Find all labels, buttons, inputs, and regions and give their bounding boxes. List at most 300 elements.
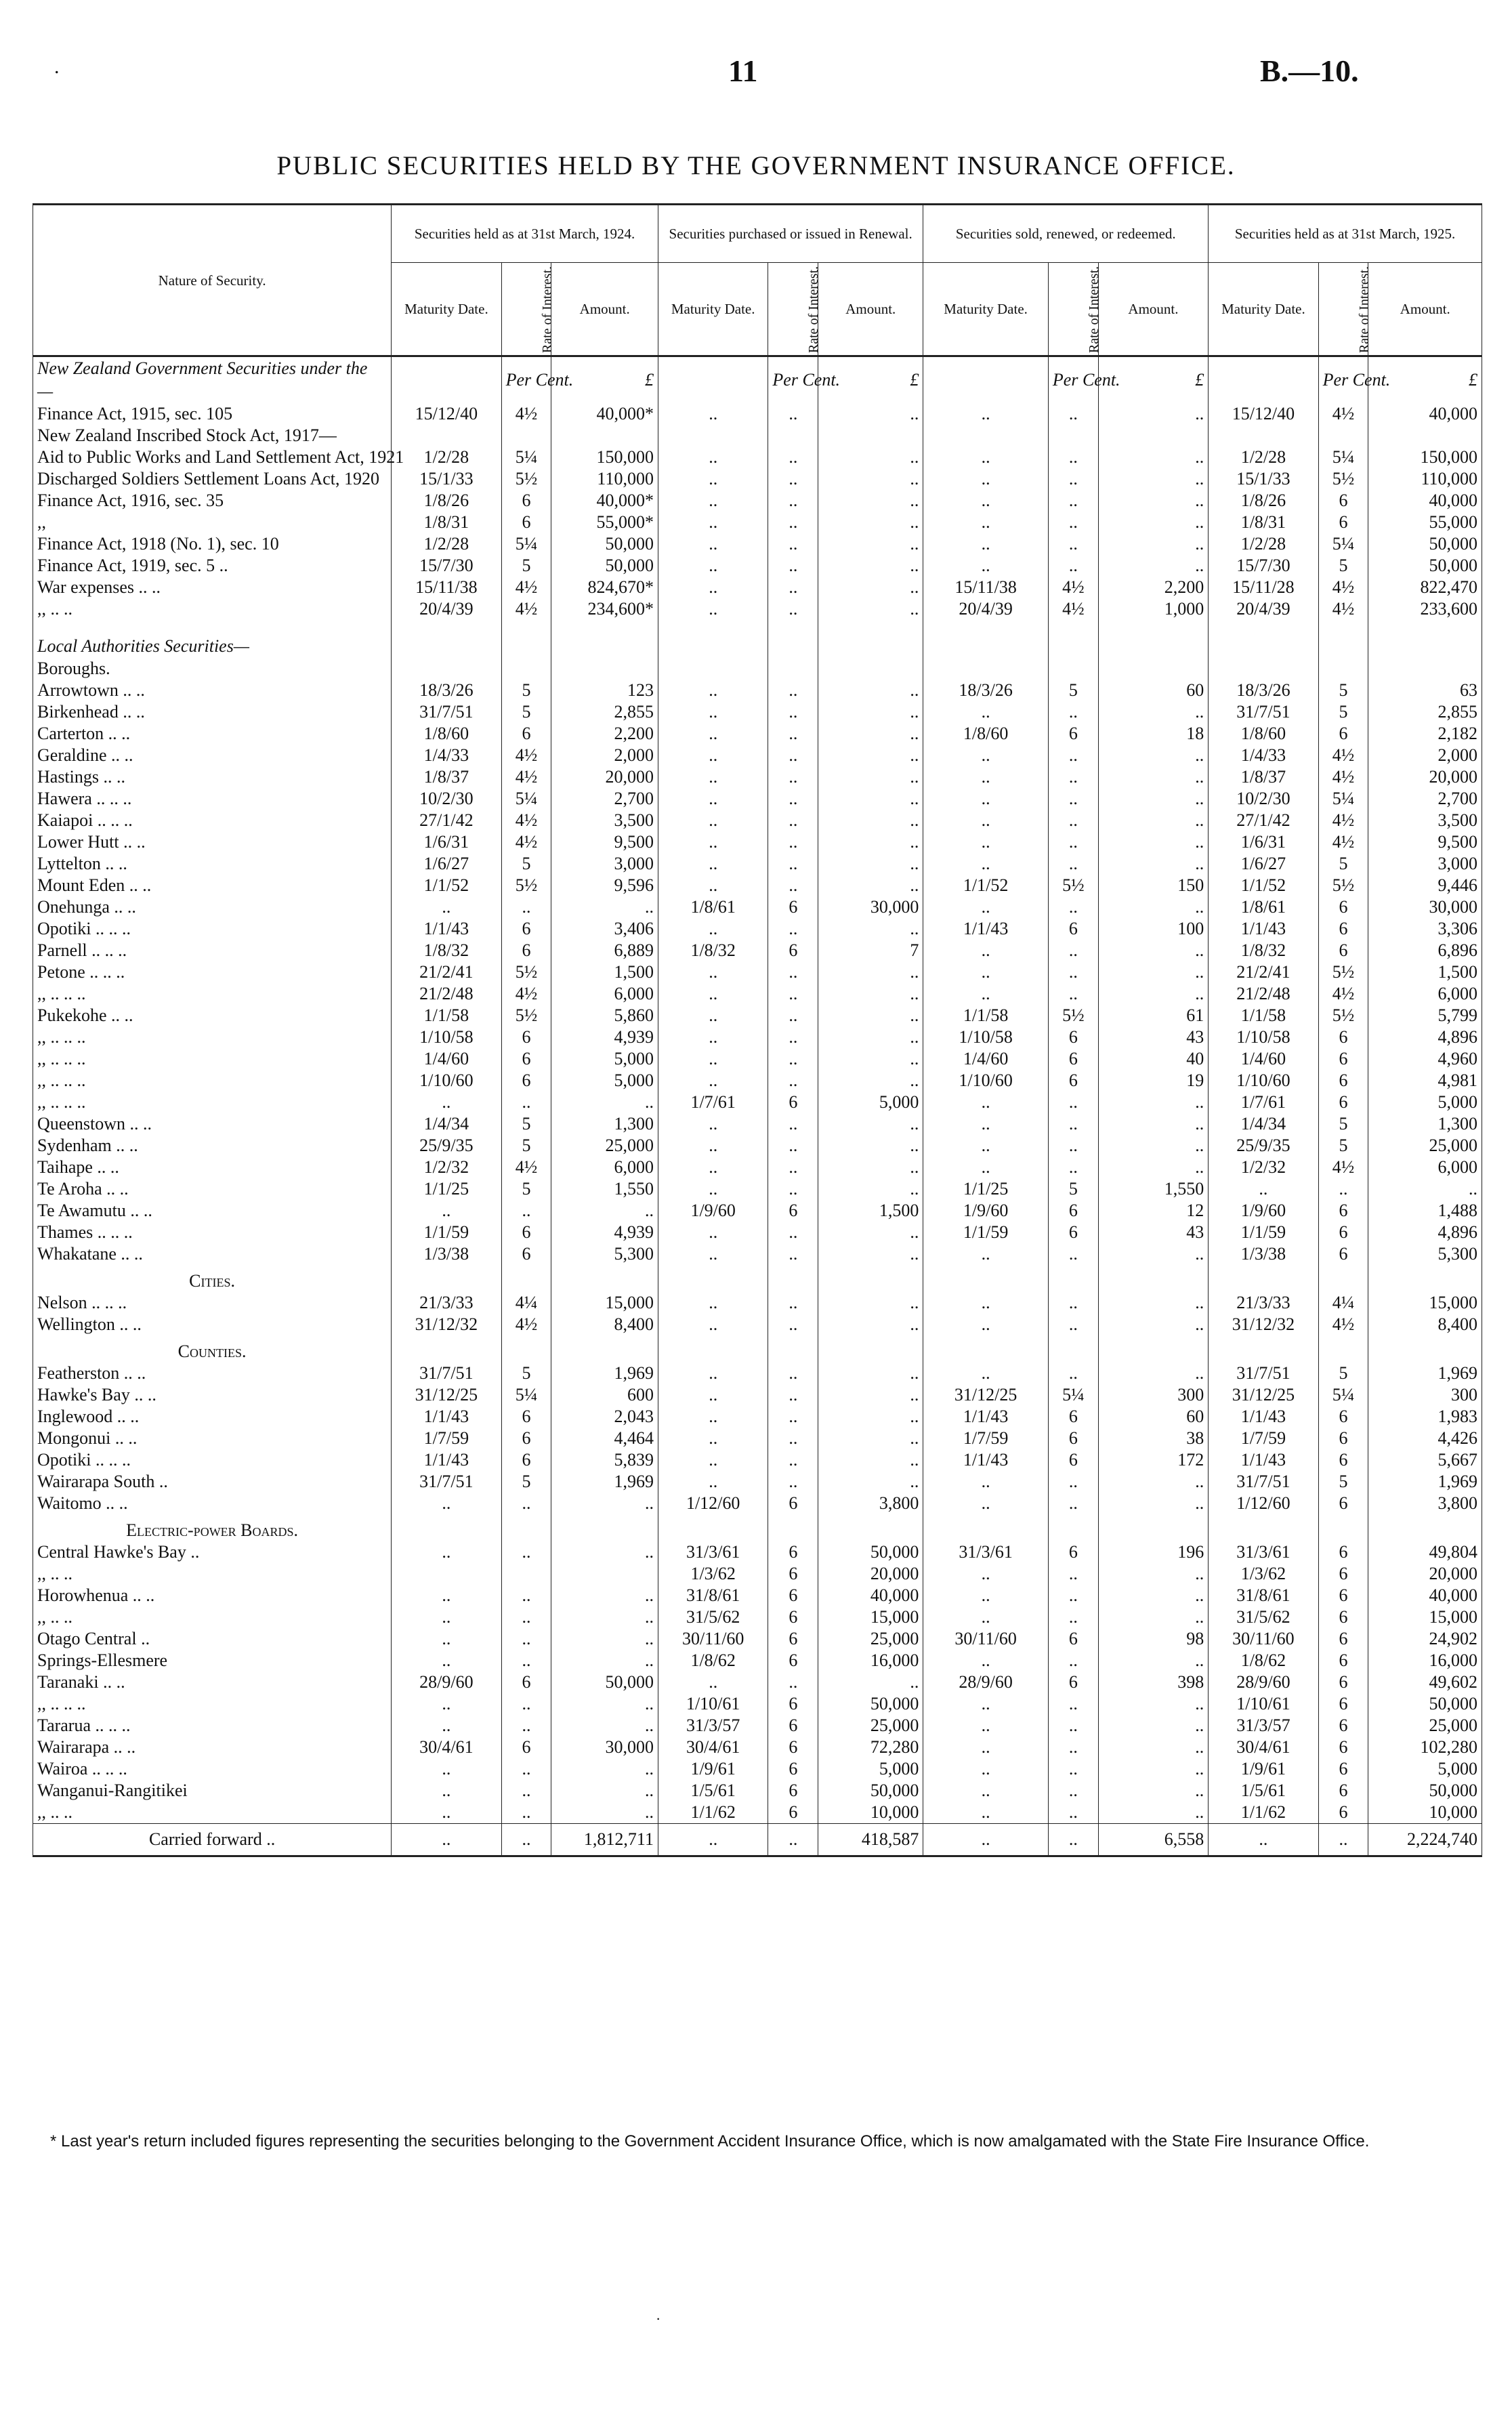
rate-cell: .. — [1048, 1802, 1098, 1824]
security-name: Geraldine .. .. — [33, 745, 392, 766]
amount-cell: 40,000 — [818, 1585, 923, 1606]
rate-cell: 6 — [501, 490, 551, 512]
maturity-date-cell: 1/12/60 — [658, 1493, 768, 1514]
table-row — [33, 766, 1482, 788]
maturity-date-cell: 1/8/32 — [1209, 940, 1318, 961]
security-name: Wanganui-Rangitikei — [33, 1780, 392, 1802]
rate-cell: .. — [768, 598, 818, 620]
amount-cell: 40 — [1098, 1048, 1208, 1070]
rate-cell: .. — [1048, 1563, 1098, 1585]
maturity-date-cell: 15/11/38 — [392, 577, 501, 598]
rate-cell: 6 — [1318, 1070, 1368, 1091]
empty-cell — [1048, 1514, 1098, 1541]
amount-cell: .. — [818, 577, 923, 598]
maturity-date-cell: .. — [923, 1606, 1049, 1628]
maturity-date-cell: 21/2/41 — [392, 961, 501, 983]
empty-cell — [818, 1335, 923, 1363]
section-heading-row — [33, 1265, 1482, 1292]
amount-cell: .. — [818, 1026, 923, 1048]
rate-cell: 6 — [768, 1606, 818, 1628]
rate-cell: .. — [768, 1292, 818, 1314]
rate-cell: .. — [768, 1113, 818, 1135]
empty-cell — [923, 1514, 1049, 1541]
rate-cell: 5 — [1318, 1363, 1368, 1384]
rate-cell: .. — [501, 1802, 551, 1824]
amount-cell: 6,558 — [1098, 1824, 1208, 1856]
rate-cell: 4½ — [501, 983, 551, 1005]
amount-cell: 3,500 — [1368, 810, 1482, 831]
empty-cell — [1098, 620, 1208, 635]
amount-cell: .. — [818, 1113, 923, 1135]
maturity-date-cell: .. — [923, 853, 1049, 875]
amount-cell: 1,969 — [1368, 1471, 1482, 1493]
rate-cell: 5¼ — [1048, 1384, 1098, 1406]
paper-reference: B.—10. — [1260, 54, 1359, 88]
security-name: ,, .. .. .. — [33, 1070, 392, 1091]
rate-cell: 5 — [1318, 680, 1368, 701]
empty-cell — [1318, 1335, 1368, 1363]
maturity-date-cell: 1/2/28 — [392, 533, 501, 555]
amount-cell: 5,000 — [1368, 1758, 1482, 1780]
maturity-date-cell: .. — [1209, 1178, 1318, 1200]
amount-cell: .. — [818, 831, 923, 853]
empty-cell — [768, 620, 818, 635]
maturity-date-cell: 31/12/32 — [1209, 1314, 1318, 1335]
rate-cell: 5 — [501, 1135, 551, 1157]
rate-cell: .. — [768, 918, 818, 940]
security-name: Wairarapa South .. — [33, 1471, 392, 1493]
table-row — [33, 446, 1482, 468]
amount-cell: .. — [551, 1200, 658, 1222]
maturity-date-cell: .. — [923, 1314, 1049, 1335]
security-name: Thames .. .. .. — [33, 1222, 392, 1243]
maturity-date-cell: .. — [923, 1737, 1049, 1758]
rate-cell: .. — [1048, 1737, 1098, 1758]
rate-cell: .. — [1048, 1585, 1098, 1606]
rate-cell: 6 — [1318, 1780, 1368, 1802]
maturity-date-cell: .. — [923, 446, 1049, 468]
rate-cell: 6 — [1318, 1606, 1368, 1628]
amount-cell: 3,800 — [818, 1493, 923, 1514]
maturity-date-cell — [1209, 658, 1318, 680]
amount-cell: 1,300 — [551, 1113, 658, 1135]
rate-cell: 6 — [1048, 1671, 1098, 1693]
table-body — [33, 356, 1482, 1856]
rate-cell: .. — [501, 1824, 551, 1856]
empty-cell — [1209, 1514, 1318, 1541]
rate-cell: 6 — [1318, 1091, 1368, 1113]
rate-cell: .. — [768, 490, 818, 512]
maturity-date-cell: 1/5/61 — [1209, 1780, 1318, 1802]
maturity-date-cell: 1/1/43 — [1209, 1449, 1318, 1471]
table-row — [33, 490, 1482, 512]
amount-cell: 2,700 — [551, 788, 658, 810]
rate-cell — [501, 658, 551, 680]
amount-cell: .. — [818, 1428, 923, 1449]
rate-cell: .. — [1048, 810, 1098, 831]
amount-cell: 25,000 — [818, 1715, 923, 1737]
rate-cell: 6 — [501, 1048, 551, 1070]
maturity-date-cell: 1/7/59 — [392, 1428, 501, 1449]
maturity-date-cell: .. — [658, 1178, 768, 1200]
rate-cell: 6 — [1318, 1693, 1368, 1715]
rate-cell: 5½ — [1048, 1005, 1098, 1026]
rate-cell: .. — [1048, 1314, 1098, 1335]
maturity-date-cell: 1/3/38 — [1209, 1243, 1318, 1265]
rate-cell: 6 — [1048, 1222, 1098, 1243]
maturity-date-cell: .. — [923, 1292, 1049, 1314]
security-name: Finance Act, 1915, sec. 105 — [33, 403, 392, 425]
rate-cell: 6 — [1318, 1585, 1368, 1606]
maturity-date-cell: .. — [658, 446, 768, 468]
table-row — [33, 1091, 1482, 1113]
maturity-date-cell — [658, 635, 768, 658]
amount-cell: 12 — [1098, 1200, 1208, 1222]
maturity-date-cell — [392, 658, 501, 680]
amount-cell: 8,400 — [1368, 1314, 1482, 1335]
table-row — [33, 1384, 1482, 1406]
rate-cell: 5 — [501, 701, 551, 723]
maturity-date-cell: .. — [392, 1824, 501, 1856]
carried-forward-row — [33, 1824, 1482, 1856]
rate-cell: .. — [501, 1541, 551, 1563]
table-row — [33, 1780, 1482, 1802]
maturity-date-cell — [392, 356, 501, 404]
maturity-date-cell: 15/7/30 — [1209, 555, 1318, 577]
security-name: Mongonui .. .. — [33, 1428, 392, 1449]
amount-cell: 43 — [1098, 1026, 1208, 1048]
amount-cell — [551, 425, 658, 446]
rate-cell: .. — [1048, 1113, 1098, 1135]
amount-cell — [818, 425, 923, 446]
rate-cell: .. — [768, 1222, 818, 1243]
rate-cell: 6 — [1318, 1671, 1368, 1693]
maturity-date-cell: .. — [923, 1650, 1049, 1671]
table-row — [33, 745, 1482, 766]
security-name: ,, .. .. — [33, 598, 392, 620]
maturity-date-cell — [1209, 356, 1318, 404]
maturity-date-cell: 30/4/61 — [1209, 1737, 1318, 1758]
rate-cell: .. — [1048, 896, 1098, 918]
empty-cell — [1368, 620, 1482, 635]
table-row — [33, 875, 1482, 896]
amount-cell — [1098, 635, 1208, 658]
table-row — [33, 1135, 1482, 1157]
amount-cell: 40,000 — [1368, 490, 1482, 512]
rate-cell — [501, 1563, 551, 1585]
rate-cell: .. — [1048, 1493, 1098, 1514]
amount-cell: .. — [818, 446, 923, 468]
maturity-date-cell: 1/10/60 — [1209, 1070, 1318, 1091]
rate-cell: 6 — [768, 1628, 818, 1650]
empty-cell — [501, 1335, 551, 1363]
maturity-date-cell: .. — [392, 1650, 501, 1671]
maturity-date-cell: .. — [923, 810, 1049, 831]
maturity-date-cell: 1/4/33 — [1209, 745, 1318, 766]
rate-cell: 4½ — [1318, 766, 1368, 788]
maturity-date-cell: 1/1/25 — [392, 1178, 501, 1200]
rate-cell: 5 — [1318, 555, 1368, 577]
amount-cell: .. — [818, 961, 923, 983]
security-name: Queenstown .. .. — [33, 1113, 392, 1135]
maturity-date-cell: .. — [923, 983, 1049, 1005]
maturity-date-cell: 1/2/28 — [392, 446, 501, 468]
rate-cell: .. — [768, 1449, 818, 1471]
maturity-date-cell: 15/11/38 — [923, 577, 1049, 598]
amount-cell: .. — [1098, 1737, 1208, 1758]
amount-cell: 19 — [1098, 1070, 1208, 1091]
table-row — [33, 1048, 1482, 1070]
security-name: Finance Act, 1918 (No. 1), sec. 10 — [33, 533, 392, 555]
rate-cell: 4½ — [1318, 810, 1368, 831]
group-heading: New Zealand Government Securities under the — — [33, 356, 392, 404]
maturity-date-cell: .. — [923, 788, 1049, 810]
table-row — [33, 1222, 1482, 1243]
amount-cell: 5,799 — [1368, 1005, 1482, 1026]
security-name: Taranaki .. .. — [33, 1671, 392, 1693]
security-name: Horowhenua .. .. — [33, 1585, 392, 1606]
amount-header: Amount. — [551, 263, 658, 356]
amount-cell: 102,280 — [1368, 1737, 1482, 1758]
amount-cell: 1,500 — [818, 1200, 923, 1222]
rate-cell: 5½ — [1318, 961, 1368, 983]
rate-cell: .. — [768, 723, 818, 745]
rate-cell: .. — [768, 745, 818, 766]
rate-cell: 6 — [1048, 1070, 1098, 1091]
maturity-date-cell: .. — [658, 1222, 768, 1243]
rate-cell: 6 — [768, 1493, 818, 1514]
amount-cell: 5,300 — [551, 1243, 658, 1265]
rate-cell — [768, 425, 818, 446]
security-name: Waitomo .. .. — [33, 1493, 392, 1514]
empty-cell — [1048, 1265, 1098, 1292]
maturity-date-cell — [923, 658, 1049, 680]
amount-cell: 5,000 — [551, 1048, 658, 1070]
amount-cell: .. — [818, 1363, 923, 1384]
amount-cell: 3,500 — [551, 810, 658, 831]
amount-cell: .. — [551, 1541, 658, 1563]
empty-cell — [818, 1514, 923, 1541]
maturity-date-cell: 1/1/59 — [1209, 1222, 1318, 1243]
amount-cell: 824,670* — [551, 577, 658, 598]
rate-cell — [1048, 658, 1098, 680]
empty-cell — [1368, 1514, 1482, 1541]
rate-cell: 5 — [1318, 701, 1368, 723]
maturity-date-cell: 31/7/51 — [1209, 1471, 1318, 1493]
empty-cell — [1318, 620, 1368, 635]
maturity-date-cell: 1/2/32 — [1209, 1157, 1318, 1178]
amount-cell: 43 — [1098, 1222, 1208, 1243]
table-row — [33, 1005, 1482, 1026]
maturity-date-cell: .. — [392, 1802, 501, 1824]
rate-cell: 6 — [1048, 1541, 1098, 1563]
maturity-date-cell: 1/8/32 — [658, 940, 768, 961]
rate-cell: 5 — [501, 1471, 551, 1493]
maturity-date-cell: .. — [658, 918, 768, 940]
rate-cell: .. — [501, 1650, 551, 1671]
maturity-date-cell: 15/12/40 — [392, 403, 501, 425]
amount-cell: 40,000 — [1368, 403, 1482, 425]
maturity-date-cell: 28/9/60 — [392, 1671, 501, 1693]
amount-cell: .. — [1098, 490, 1208, 512]
amount-cell: .. — [1098, 1314, 1208, 1335]
page-number: 11 — [728, 54, 758, 88]
security-name: Central Hawke's Bay .. — [33, 1541, 392, 1563]
empty-cell — [551, 620, 658, 635]
rate-cell: .. — [1048, 983, 1098, 1005]
maturity-date-cell: 1/6/31 — [1209, 831, 1318, 853]
rate-cell: 4½ — [1318, 1157, 1368, 1178]
empty-cell — [551, 1265, 658, 1292]
rate-cell: 6 — [1318, 512, 1368, 533]
amount-cell: .. — [1098, 1693, 1208, 1715]
rate-cell: 4½ — [1048, 577, 1098, 598]
empty-cell — [1048, 620, 1098, 635]
maturity-date-cell: 25/9/35 — [392, 1135, 501, 1157]
rate-cell: 4½ — [501, 598, 551, 620]
rate-cell: .. — [1048, 1824, 1098, 1856]
maturity-date-cell: 31/7/51 — [392, 1471, 501, 1493]
rate-cell: 4½ — [1048, 598, 1098, 620]
maturity-date-cell: 31/3/61 — [658, 1541, 768, 1563]
amount-cell: .. — [551, 896, 658, 918]
security-name: Petone .. .. .. — [33, 961, 392, 983]
amount-cell: 5,000 — [551, 1070, 658, 1091]
rate-cell: 6 — [501, 1243, 551, 1265]
rate-cell: .. — [768, 853, 818, 875]
amount-cell: 30,000 — [551, 1737, 658, 1758]
rate-of-interest-label: Rate of Interest. — [539, 266, 555, 353]
rate-cell: 6 — [1048, 1428, 1098, 1449]
amount-cell: 2,700 — [1368, 788, 1482, 810]
maturity-date-cell: 31/5/62 — [1209, 1606, 1318, 1628]
maturity-date-cell: .. — [923, 1824, 1049, 1856]
table-row — [33, 512, 1482, 533]
rate-cell: 6 — [1318, 1200, 1368, 1222]
amount-cell: 55,000 — [1368, 512, 1482, 533]
rate-cell: .. — [768, 403, 818, 425]
amount-cell — [818, 658, 923, 680]
rate-cell — [501, 635, 551, 658]
security-name: Wellington .. .. — [33, 1314, 392, 1335]
maturity-date-cell: .. — [658, 1314, 768, 1335]
maturity-date-cell: .. — [923, 1363, 1049, 1384]
rate-cell: 6 — [1318, 1493, 1368, 1514]
amount-cell: 98 — [1098, 1628, 1208, 1650]
amount-cell: 4,939 — [551, 1222, 658, 1243]
amount-cell: 61 — [1098, 1005, 1208, 1026]
amount-cell: 1,488 — [1368, 1200, 1482, 1222]
maturity-date-cell: 1/8/62 — [1209, 1650, 1318, 1671]
maturity-date-cell: .. — [658, 1113, 768, 1135]
maturity-date-cell: .. — [658, 983, 768, 1005]
security-name: Finance Act, 1916, sec. 35 — [33, 490, 392, 512]
rate-cell: 6 — [1318, 1758, 1368, 1780]
empty-cell — [1098, 1514, 1208, 1541]
amount-cell: .. — [551, 1585, 658, 1606]
amount-cell: 50,000 — [1368, 533, 1482, 555]
amount-cell: 3,306 — [1368, 918, 1482, 940]
amount-cell: 5,300 — [1368, 1243, 1482, 1265]
amount-cell: .. — [551, 1606, 658, 1628]
rate-cell: .. — [768, 766, 818, 788]
security-name: ,, .. .. — [33, 1802, 392, 1824]
maturity-date-cell: .. — [658, 1292, 768, 1314]
table-row — [33, 1178, 1482, 1200]
table-row — [33, 810, 1482, 831]
rate-cell: 6 — [1318, 896, 1368, 918]
amount-cell: 20,000 — [551, 766, 658, 788]
rate-cell: 5½ — [501, 468, 551, 490]
rate-cell: 6 — [1048, 1048, 1098, 1070]
table-row — [33, 983, 1482, 1005]
amount-cell: .. — [1098, 1292, 1208, 1314]
empty-cell — [768, 1514, 818, 1541]
maturity-date-cell — [1209, 425, 1318, 446]
rate-cell: 6 — [1318, 1449, 1368, 1471]
rate-cell: .. — [501, 1780, 551, 1802]
security-name: ,, .. .. — [33, 1563, 392, 1585]
maturity-date-cell: 28/9/60 — [1209, 1671, 1318, 1693]
rate-cell: .. — [1048, 788, 1098, 810]
amount-cell: 2,043 — [551, 1406, 658, 1428]
maturity-date-cell: 31/12/25 — [1209, 1384, 1318, 1406]
table-row — [33, 658, 1482, 680]
table-row — [33, 1157, 1482, 1178]
maturity-date-cell: .. — [923, 403, 1049, 425]
rate-cell: 5 — [501, 1363, 551, 1384]
table-row — [33, 680, 1482, 701]
amount-cell: 110,000 — [1368, 468, 1482, 490]
group-header-sold: Securities sold, renewed, or redeemed. — [923, 205, 1209, 263]
amount-cell: 49,602 — [1368, 1671, 1482, 1693]
amount-cell: .. — [1098, 940, 1208, 961]
rate-cell: .. — [768, 1384, 818, 1406]
maturity-date-cell: 30/11/60 — [1209, 1628, 1318, 1650]
rate-cell: .. — [1048, 1091, 1098, 1113]
amount-cell: .. — [818, 723, 923, 745]
maturity-date-cell: 18/3/26 — [1209, 680, 1318, 701]
security-name: ,, — [33, 512, 392, 533]
maturity-date-cell: .. — [658, 1135, 768, 1157]
maturity-date-cell: 1/10/61 — [1209, 1693, 1318, 1715]
maturity-date-cell: .. — [658, 1449, 768, 1471]
maturity-date-cell: .. — [658, 403, 768, 425]
rate-cell: 6 — [768, 1715, 818, 1737]
rate-cell: .. — [768, 961, 818, 983]
maturity-date-cell: 10/2/30 — [392, 788, 501, 810]
rate-cell: .. — [768, 446, 818, 468]
amount-cell: .. — [1098, 1802, 1208, 1824]
table-row — [33, 961, 1482, 983]
maturity-date-cell: .. — [658, 1363, 768, 1384]
maturity-date-cell: .. — [923, 512, 1049, 533]
maturity-date-cell: .. — [658, 961, 768, 983]
amount-cell: 20,000 — [1368, 766, 1482, 788]
rate-cell: .. — [1048, 961, 1098, 983]
amount-cell: 5,839 — [551, 1449, 658, 1471]
empty-cell — [392, 1335, 501, 1363]
rate-cell: .. — [768, 1157, 818, 1178]
amount-cell: 6,896 — [1368, 940, 1482, 961]
security-name: Finance Act, 1919, sec. 5 .. — [33, 555, 392, 577]
maturity-date-cell: 1/7/59 — [1209, 1428, 1318, 1449]
maturity-date-cell: .. — [923, 1563, 1049, 1585]
maturity-date-cell: .. — [658, 745, 768, 766]
rate-cell: 4¼ — [1318, 1292, 1368, 1314]
group-header-held-1925: Securities held as at 31st March, 1925. — [1209, 205, 1482, 263]
amount-cell: 50,000 — [1368, 1693, 1482, 1715]
